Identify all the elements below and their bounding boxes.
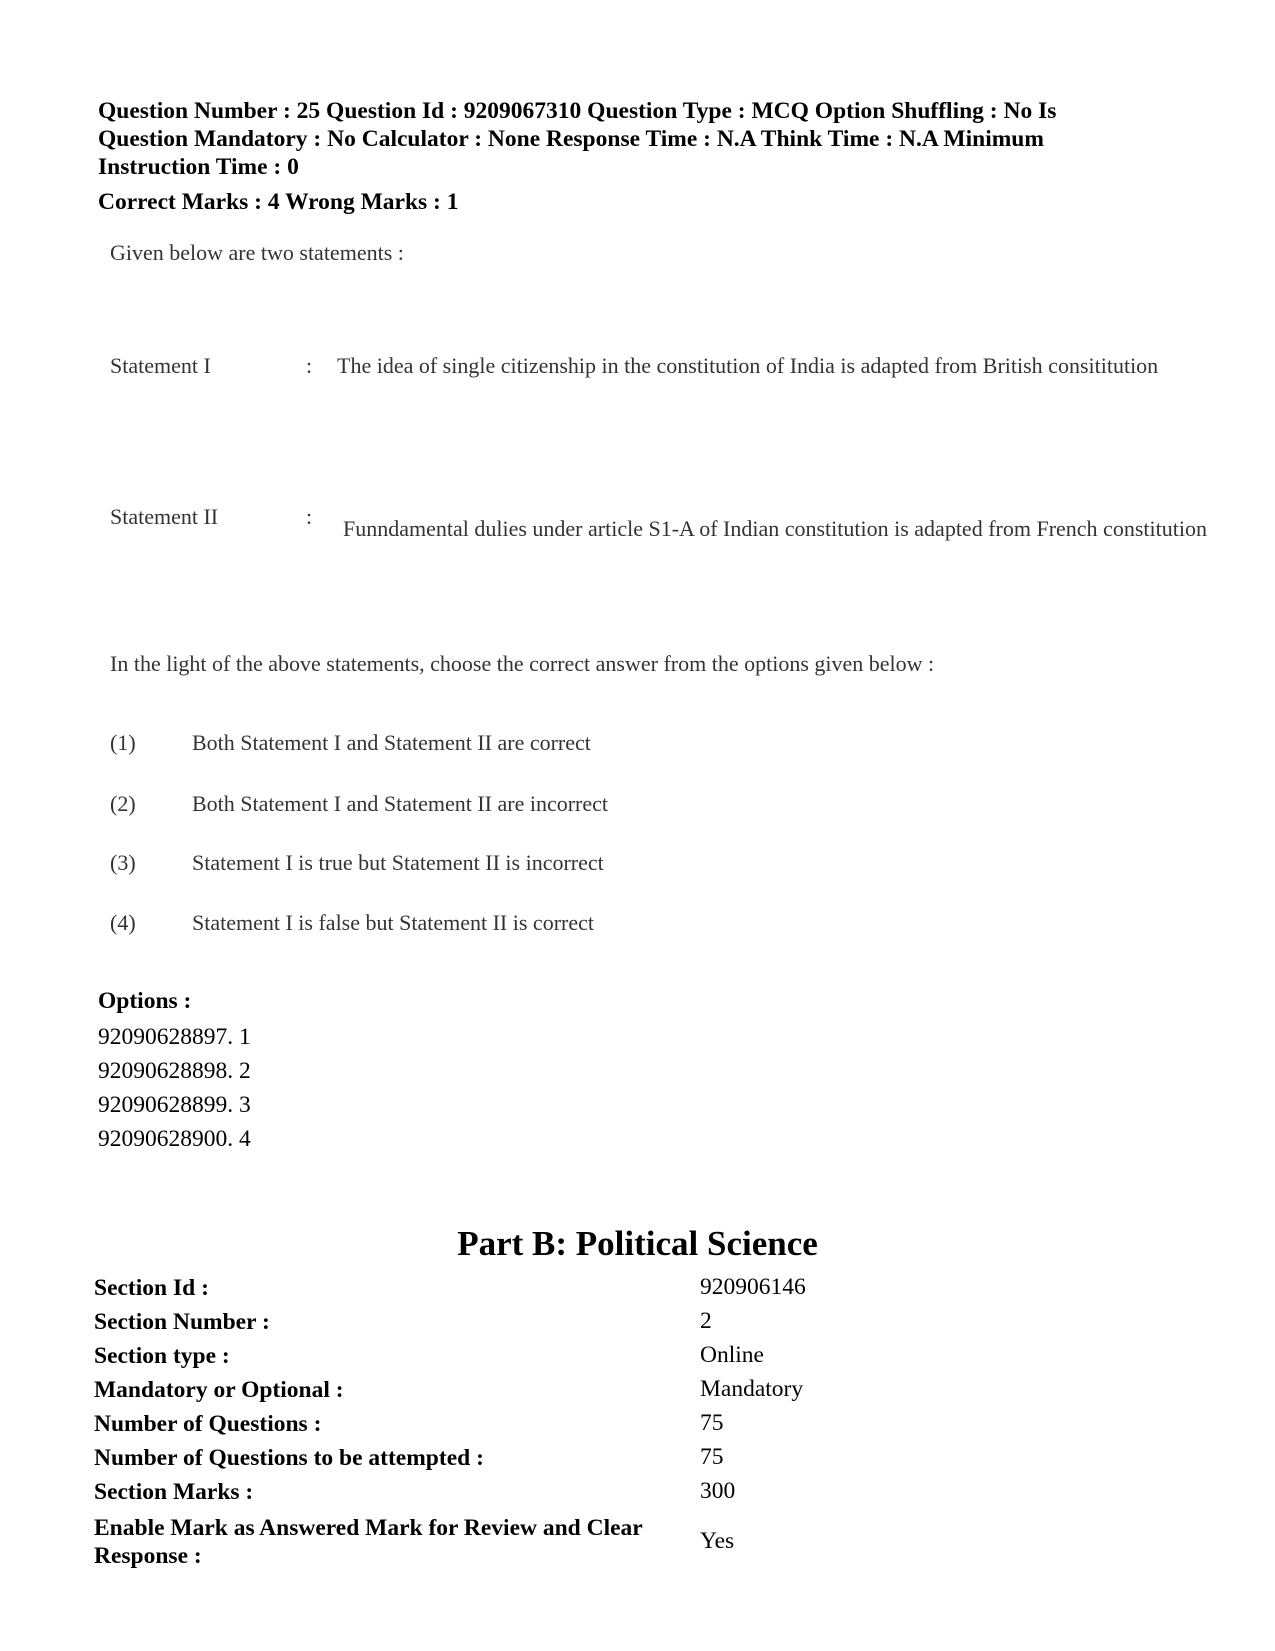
section-info-key: Enable Mark as Answered Mark for Review and Clear Response : xyxy=(94,1515,643,1569)
statement-colon: : xyxy=(306,504,313,529)
choice-text: Statement I is true but Statement II is incorrect xyxy=(192,850,604,875)
question-meta-line: Instruction Time : 0 xyxy=(98,154,299,180)
question-lead: In the light of the above statements, choose the correct answer from the options given below : xyxy=(110,651,935,676)
question-meta xyxy=(98,97,1158,181)
section-info-key: Section Number : xyxy=(94,1309,270,1335)
section-info-key: Section Marks : xyxy=(94,1479,254,1505)
section-info-value: 300 xyxy=(700,1478,736,1504)
statement-label: Statement II xyxy=(110,504,219,529)
section-info-value: 75 xyxy=(700,1410,724,1436)
question-marks: Correct Marks : 4 Wrong Marks : 1 xyxy=(98,189,459,215)
options-list xyxy=(98,1020,251,1156)
question-intro: Given below are two statements : xyxy=(110,240,404,265)
section-info-key: Mandatory or Optional : xyxy=(94,1377,344,1403)
choice-text: Both Statement I and Statement II are incorrect xyxy=(192,791,609,816)
choice-number: (2) xyxy=(110,791,136,816)
option-item: 92090628899. 3 xyxy=(98,1092,251,1118)
choice-number: (1) xyxy=(110,730,136,755)
question-meta-line: Question Mandatory : No Calculator : None Response Time : N.A Think Time : N.A Minimum xyxy=(98,126,1044,152)
option-item: 92090628897. 1 xyxy=(98,1024,251,1050)
choice-number: (3) xyxy=(110,850,136,875)
option-item: 92090628900. 4 xyxy=(98,1126,251,1152)
options-heading: Options : xyxy=(98,988,192,1014)
section-info-key: Number of Questions to be attempted : xyxy=(94,1445,484,1471)
statement-label: Statement I xyxy=(110,353,211,378)
statement-text: Funndamental dulies under article S1-A of Indian constitution is adapted from French constitution xyxy=(343,516,1207,541)
choice-text: Both Statement I and Statement II are correct xyxy=(192,730,591,755)
section-info-value: 75 xyxy=(700,1444,724,1470)
section-info-value: Online xyxy=(700,1342,764,1368)
section-info-value: 2 xyxy=(700,1308,712,1334)
section-info-key: Number of Questions : xyxy=(94,1411,322,1437)
question-meta-line: Question Number : 25 Question Id : 9209067310 Question Type : MCQ Option Shuffling : No Is xyxy=(98,98,1057,124)
section-info-key: Section Id : xyxy=(94,1275,209,1301)
statement-text: The idea of single citizenship in the constitution of India is adapted from British consititution xyxy=(337,353,1159,378)
section-info-value: Mandatory xyxy=(700,1376,804,1402)
choice-number: (4) xyxy=(110,910,136,935)
option-item: 92090628898. 2 xyxy=(98,1058,251,1084)
section-info-key: Section type : xyxy=(94,1343,230,1369)
choice-text: Statement I is false but Statement II is correct xyxy=(192,910,594,935)
section-info-value: Yes xyxy=(700,1528,735,1554)
statement-colon: : xyxy=(306,353,313,378)
section-title: Part B: Political Science xyxy=(457,1224,818,1263)
section-info-value: 920906146 xyxy=(700,1274,806,1300)
